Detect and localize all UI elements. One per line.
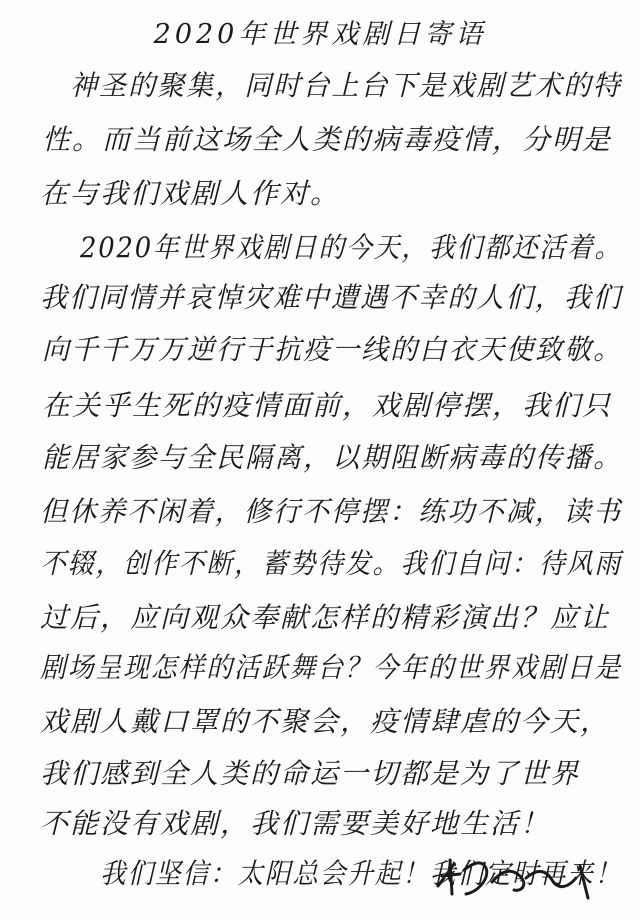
- letter-line-10: 不辍，创作不断，蓄势待发。我们自问：待风雨: [40, 547, 623, 580]
- letter-line-12: 剧场呈现怎样的活跃舞台？今年的世界戏剧日是: [40, 651, 623, 684]
- letter-line-7: 在关乎生死的疫情面前，戏剧停摆，我们只: [42, 389, 613, 422]
- letter-line-14: 我们感到全人类的命运一切都是为了世界: [40, 757, 581, 790]
- letter-line-16: 我们坚信：太阳总会升起！我们定时再来！: [100, 857, 623, 890]
- letter-line-8: 能居家参与全民隔离，以期阻断病毒的传播。: [42, 441, 623, 474]
- letter-line-15: 不能没有戏剧，我们需要美好地生活！: [40, 807, 551, 840]
- letter-line-5: 我们同情并哀悼灾难中遭遇不幸的人们，我们: [40, 281, 623, 314]
- letter-line-3: 在与我们戏剧人作对。: [40, 177, 341, 210]
- letter-line-11: 过后，应向观众奉献怎样的精彩演出？应让: [40, 601, 611, 634]
- letter-line-4: 2020年世界戏剧日的今天，我们都还活着。: [80, 231, 623, 264]
- letter-title: 2020年世界戏剧日寄语: [153, 19, 487, 50]
- letter-line-2: 性。而当前这场全人类的病毒疫情，分明是: [42, 123, 613, 156]
- letter-line-1: 神圣的聚集，同时台上台下是戏剧艺术的特: [70, 69, 622, 102]
- letter-line-13: 戏剧人戴口罩的不聚会，疫情肆虐的今天，: [40, 705, 611, 738]
- handwritten-signature: [430, 848, 600, 908]
- letter-line-6: 向千千万万逆行于抗疫一线的白衣天使致敬。: [42, 333, 623, 366]
- letter-line-9: 但休养不闲着，修行不停摆：练功不减，读书: [40, 495, 623, 528]
